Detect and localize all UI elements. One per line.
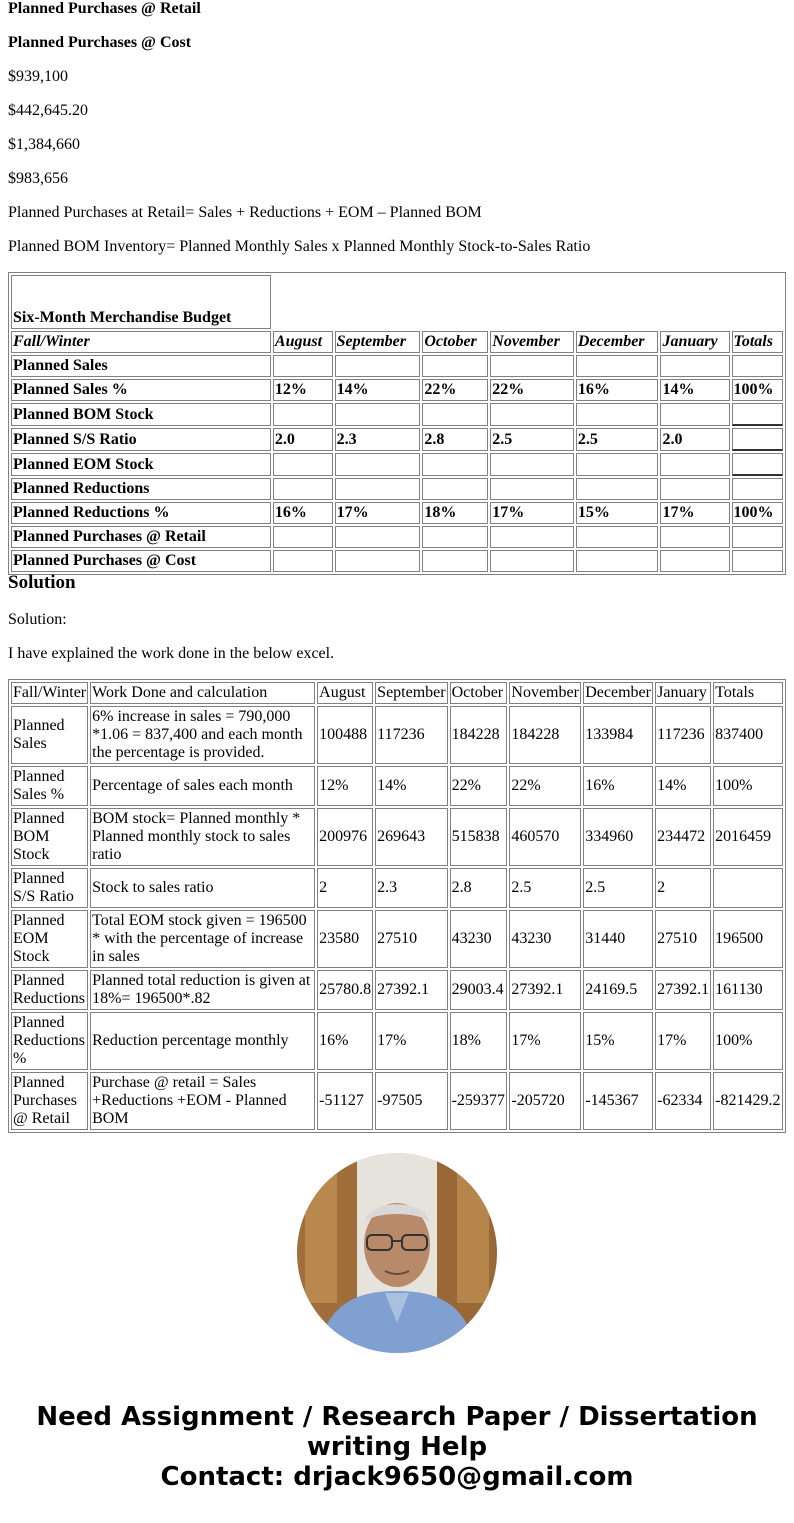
solution-cell: 17% <box>509 1012 581 1070</box>
budget-cell: 14% <box>335 379 421 401</box>
budget-cell: 17% <box>660 502 729 524</box>
budget-row <box>11 502 783 524</box>
budget-row-label: Planned Reductions <box>11 478 271 500</box>
budget-cell: 2.5 <box>576 428 659 451</box>
budget-row-label: Planned EOM Stock <box>11 453 271 476</box>
solution-cell: -259377 <box>450 1072 508 1130</box>
solution-cell: 234472 <box>655 808 711 866</box>
footer-line-1: Need Assignment / Research Paper / Dissertation <box>36 1402 758 1432</box>
budget-cell <box>273 550 333 572</box>
solution-header-cell: September <box>375 682 447 704</box>
budget-row <box>11 453 783 476</box>
budget-cell <box>576 550 659 572</box>
solution-cell: 2.5 <box>583 868 653 908</box>
budget-cell: 16% <box>273 502 333 524</box>
solution-cell: -145367 <box>583 1072 653 1130</box>
budget-row <box>11 428 783 451</box>
budget-header-cell: September <box>335 331 421 353</box>
budget-cell <box>422 355 488 377</box>
author-photo-icon <box>297 1153 497 1353</box>
solution-header-row <box>11 682 783 704</box>
solution-row <box>11 706 783 764</box>
budget-cell: 16% <box>576 379 659 401</box>
solution-row <box>11 766 783 806</box>
budget-cell <box>335 526 421 548</box>
budget-cell: 100% <box>732 502 783 524</box>
budget-cell <box>335 478 421 500</box>
intro-value-2: $442,645.20 <box>8 102 88 119</box>
solution-header-cell: November <box>509 682 581 704</box>
budget-cell: 2.3 <box>335 428 421 451</box>
budget-cell <box>273 355 333 377</box>
solution-row-label: Planned S/S Ratio <box>11 868 88 908</box>
solution-cell: 460570 <box>509 808 581 866</box>
budget-cell <box>422 403 488 426</box>
solution-cell: 161130 <box>713 970 783 1010</box>
solution-cell: 25780.8 <box>317 970 373 1010</box>
solution-cell: -821429.2 <box>713 1072 783 1130</box>
budget-cell <box>660 550 729 572</box>
solution-row <box>11 970 783 1010</box>
solution-row-label: Planned Reductions <box>11 970 88 1010</box>
solution-cell: 18% <box>450 1012 508 1070</box>
budget-cell <box>335 453 421 476</box>
intro-value-1: $939,100 <box>8 68 68 85</box>
budget-cell: 17% <box>335 502 421 524</box>
solution-calculation: Percentage of sales each month <box>90 766 315 806</box>
solution-cell: 16% <box>317 1012 373 1070</box>
solution-cell: 837400 <box>713 706 783 764</box>
budget-header-cell: November <box>490 331 574 353</box>
solution-cell: 27392.1 <box>655 970 711 1010</box>
budget-cell <box>576 355 659 377</box>
solution-header-cell: Work Done and calculation <box>90 682 315 704</box>
budget-row <box>11 550 783 572</box>
solution-cell: 2.8 <box>450 868 508 908</box>
budget-row <box>11 526 783 548</box>
solution-cell: 200976 <box>317 808 373 866</box>
solution-row <box>11 1012 783 1070</box>
solution-row <box>11 1072 783 1130</box>
budget-cell <box>335 550 421 572</box>
budget-cell <box>422 453 488 476</box>
budget-cell <box>732 355 783 377</box>
budget-row <box>11 403 783 426</box>
budget-row <box>11 355 783 377</box>
budget-row-label: Planned Reductions % <box>11 502 271 524</box>
solution-cell: -97505 <box>375 1072 447 1130</box>
budget-cell: 18% <box>422 502 488 524</box>
budget-cell <box>660 478 729 500</box>
solution-cell: 269643 <box>375 808 447 866</box>
solution-cell <box>713 868 783 908</box>
solution-cell: 196500 <box>713 910 783 968</box>
footer-contact: Contact: drjack9650@gmail.com <box>160 1462 634 1492</box>
budget-cell <box>732 403 783 426</box>
budget-cell <box>732 428 783 451</box>
solution-cell: -51127 <box>317 1072 373 1130</box>
budget-cell <box>490 355 574 377</box>
solution-cell: 17% <box>655 1012 711 1070</box>
solution-row <box>11 910 783 968</box>
solution-calculation: BOM stock= Planned monthly * Planned monthly stock to sales ratio <box>90 808 315 866</box>
solution-cell: 17% <box>375 1012 447 1070</box>
budget-cell <box>273 478 333 500</box>
budget-cell <box>490 550 574 572</box>
budget-cell <box>422 550 488 572</box>
budget-cell <box>576 453 659 476</box>
solution-row-label: Planned EOM Stock <box>11 910 88 968</box>
budget-header-cell: Fall/Winter <box>11 331 271 353</box>
intro-value-4: $983,656 <box>8 170 68 187</box>
solution-cell: 334960 <box>583 808 653 866</box>
solution-calculation: Total EOM stock given = 196500 * with the percentage of increase in sales <box>90 910 315 968</box>
solution-cell: 100% <box>713 1012 783 1070</box>
budget-cell: 2.8 <box>422 428 488 451</box>
intro-line-1: Planned Purchases @ Retail <box>8 0 201 17</box>
solution-row-label: Planned Purchases @ Retail <box>11 1072 88 1130</box>
budget-cell: 2.0 <box>273 428 333 451</box>
solution-cell: 27392.1 <box>509 970 581 1010</box>
budget-cell <box>660 453 729 476</box>
solution-cell: 22% <box>450 766 508 806</box>
solution-explain: I have explained the work done in the below excel. <box>8 645 335 662</box>
intro-line-2: Planned Purchases @ Cost <box>8 34 192 51</box>
budget-row <box>11 478 783 500</box>
budget-header-cell: August <box>273 331 333 353</box>
budget-row-label: Planned Purchases @ Retail <box>11 526 271 548</box>
budget-header-row <box>11 331 783 353</box>
solution-row-label: Planned Reductions % <box>11 1012 88 1070</box>
solution-row-label: Planned Sales % <box>11 766 88 806</box>
budget-cell: 15% <box>576 502 659 524</box>
budget-cell <box>660 526 729 548</box>
solution-cell: 27392.1 <box>375 970 447 1010</box>
budget-cell: 14% <box>660 379 729 401</box>
budget-cell: 22% <box>490 379 574 401</box>
solution-cell: -205720 <box>509 1072 581 1130</box>
budget-cell: 2.0 <box>660 428 729 451</box>
budget-header-cell: Totals <box>732 331 783 353</box>
budget-cell <box>490 478 574 500</box>
budget-row-label: Planned BOM Stock <box>11 403 271 426</box>
budget-title: Six-Month Merchandise Budget <box>11 275 271 329</box>
solution-cell: 2 <box>655 868 711 908</box>
solution-cell: 29003.4 <box>450 970 508 1010</box>
formula-purchases: Planned Purchases at Retail= Sales + Reductions + EOM – Planned BOM <box>8 204 482 221</box>
budget-cell <box>490 403 574 426</box>
solution-header-cell: Totals <box>713 682 783 704</box>
solution-cell: 184228 <box>509 706 581 764</box>
solution-calculation: 6% increase in sales = 790,000 *1.06 = 837,400 and each month the percentage is provided. <box>90 706 315 764</box>
solution-label: Solution: <box>8 611 67 628</box>
solution-calculation: Stock to sales ratio <box>90 868 315 908</box>
budget-row-label: Planned Purchases @ Cost <box>11 550 271 572</box>
solution-cell: 133984 <box>583 706 653 764</box>
solution-cell: 2.3 <box>375 868 447 908</box>
budget-header-cell: December <box>576 331 659 353</box>
solution-cell: 24169.5 <box>583 970 653 1010</box>
solution-cell: 27510 <box>655 910 711 968</box>
budget-cell <box>576 478 659 500</box>
solution-table <box>8 679 786 1133</box>
solution-cell: 117236 <box>375 706 447 764</box>
budget-row-label: Planned Sales <box>11 355 271 377</box>
solution-cell: 2 <box>317 868 373 908</box>
solution-calculation: Planned total reduction is given at 18%= 196500*.82 <box>90 970 315 1010</box>
budget-cell <box>335 403 421 426</box>
budget-row-label: Planned S/S Ratio <box>11 428 271 451</box>
solution-header-cell: January <box>655 682 711 704</box>
budget-cell <box>490 453 574 476</box>
solution-cell: 100488 <box>317 706 373 764</box>
solution-row-label: Planned Sales <box>11 706 88 764</box>
solution-cell: 14% <box>375 766 447 806</box>
budget-cell: 17% <box>490 502 574 524</box>
merchandise-budget-table <box>8 272 786 575</box>
budget-row-label: Planned Sales % <box>11 379 271 401</box>
budget-cell <box>732 526 783 548</box>
formula-bom: Planned BOM Inventory= Planned Monthly Sales x Planned Monthly Stock-to-Sales Ratio <box>8 238 591 255</box>
budget-header-cell: January <box>660 331 729 353</box>
solution-cell: 117236 <box>655 706 711 764</box>
solution-cell: 43230 <box>509 910 581 968</box>
budget-cell: 22% <box>422 379 488 401</box>
solution-cell: 12% <box>317 766 373 806</box>
solution-cell: 15% <box>583 1012 653 1070</box>
solution-cell: 31440 <box>583 910 653 968</box>
budget-header-cell: October <box>422 331 488 353</box>
budget-cell <box>732 550 783 572</box>
solution-calculation: Reduction percentage monthly <box>90 1012 315 1070</box>
budget-cell <box>273 453 333 476</box>
budget-cell: 100% <box>732 379 783 401</box>
budget-cell <box>422 478 488 500</box>
solution-header-cell: December <box>583 682 653 704</box>
budget-row <box>11 379 783 401</box>
intro-value-3: $1,384,660 <box>8 136 80 153</box>
footer-banner <box>0 1402 794 1492</box>
solution-cell: 184228 <box>450 706 508 764</box>
solution-header-cell: August <box>317 682 373 704</box>
budget-cell <box>660 355 729 377</box>
solution-row <box>11 868 783 908</box>
solution-heading: Solution <box>8 572 76 593</box>
solution-cell: -62334 <box>655 1072 711 1130</box>
solution-cell: 14% <box>655 766 711 806</box>
footer-line-2: writing Help <box>306 1432 488 1462</box>
solution-cell: 23580 <box>317 910 373 968</box>
budget-cell <box>576 526 659 548</box>
budget-cell <box>732 453 783 476</box>
solution-header-cell: Fall/Winter <box>11 682 88 704</box>
budget-cell <box>576 403 659 426</box>
solution-calculation: Purchase @ retail = Sales +Reductions +EOM - Planned BOM <box>90 1072 315 1130</box>
author-avatar <box>297 1153 497 1353</box>
budget-cell: 2.5 <box>490 428 574 451</box>
solution-header-cell: October <box>450 682 508 704</box>
budget-cell <box>490 526 574 548</box>
budget-cell: 12% <box>273 379 333 401</box>
solution-cell: 16% <box>583 766 653 806</box>
budget-cell <box>273 403 333 426</box>
budget-cell <box>660 403 729 426</box>
solution-cell: 2.5 <box>509 868 581 908</box>
solution-row-label: Planned BOM Stock <box>11 808 88 866</box>
solution-cell: 27510 <box>375 910 447 968</box>
solution-cell: 100% <box>713 766 783 806</box>
solution-row <box>11 808 783 866</box>
budget-cell <box>273 526 333 548</box>
budget-cell <box>732 478 783 500</box>
budget-cell <box>422 526 488 548</box>
solution-cell: 43230 <box>450 910 508 968</box>
solution-cell: 515838 <box>450 808 508 866</box>
solution-cell: 22% <box>509 766 581 806</box>
budget-title-row <box>11 275 783 329</box>
solution-cell: 2016459 <box>713 808 783 866</box>
budget-cell <box>335 355 421 377</box>
